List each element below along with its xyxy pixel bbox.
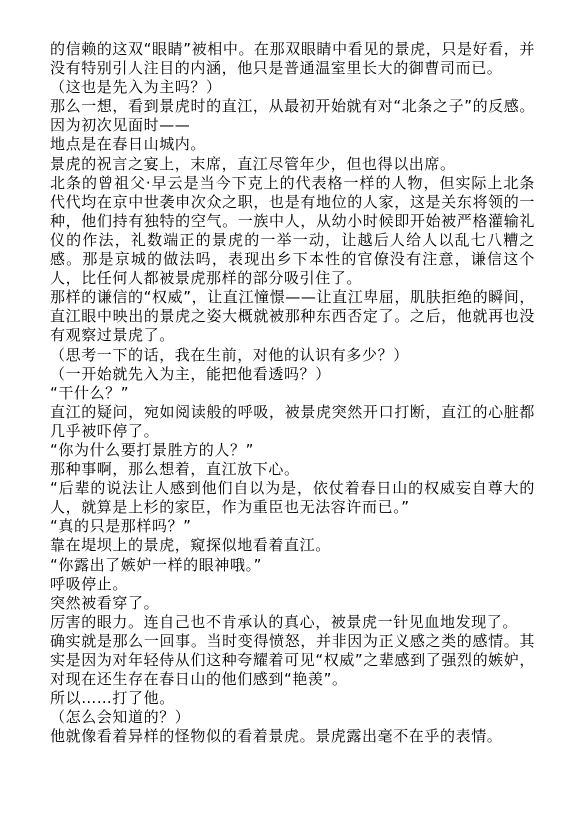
paragraph: 确实就是那么一回事。当时变得愤怒，并非因为正义感之类的感情。其实是因为对年轻侍从们这种夸耀着可见“权威”之辈感到了强烈的嫉妒，对现在还生存在春日山的他们感到“艳羡”。 bbox=[50, 631, 535, 689]
paragraph: 那么一想，看到景虎时的直江，从最初开始就有对“北条之子”的反感。因为初次见面时—— bbox=[50, 97, 535, 135]
paragraph: 的信赖的这双“眼睛”被相中。在那双眼睛中看见的景虎，只是好看，并没有特别引人注目的内涵，他只是普通温室里长大的御曹司而已。 bbox=[50, 40, 535, 78]
paragraph: 地点是在春日山城内。 bbox=[50, 135, 207, 154]
paragraph: 景虎的祝言之宴上，末席，直江尽管年少，但也得以出席。 bbox=[50, 154, 456, 173]
paragraph: 厉害的眼力。连自己也不肯承认的真心，被景虎一针见血地发现了。 bbox=[50, 612, 519, 631]
paragraph: （怎么会知道的？） bbox=[50, 708, 191, 727]
paragraph: “后辈的说法让人感到他们自以为是，依仗着春日山的权威妄自尊大的人，就算是上杉的家臣，作为重臣也无法容许而已。” bbox=[50, 479, 535, 517]
paragraph: 那样的谦信的“权威”，让直江憧憬——让直江卑屈，肌肤拒绝的瞬间，直江眼中映出的景虎之姿大概就被那种东西否定了。之后，他就再也没有观察过景虎了。 bbox=[50, 288, 535, 345]
paragraph: （思考一下的话，我在生前，对他的认识有多少？） bbox=[50, 345, 409, 364]
paragraph: （这也是先入为主吗？） bbox=[50, 78, 222, 97]
paragraph: 突然被看穿了。 bbox=[50, 593, 160, 612]
paragraph: “你露出了嫉妒一样的眼神哦。” bbox=[50, 555, 263, 574]
paragraph: 呼吸停止。 bbox=[50, 574, 129, 593]
paragraph: “真的只是那样吗？” bbox=[50, 517, 192, 536]
paragraph: 所以……打了他。 bbox=[50, 689, 175, 708]
paragraph: 北条的曾祖父·早云是当今下克上的代表格一样的人物，但实际上北条代代均在京中世袭申次众之职，也是有地位的人家，这是关东将领的一种，他们持有独特的空气。一族中人，从幼小时候即开始被严格灌输礼仪的作法，礼数端正的景虎的一举一动，让越后人给人以乱七八糟之感。那是京城的做法吗，表现出乡下本性的官僚没有注意，谦信这个人，比任何人都被景虎那样的部分吸引住了。 bbox=[50, 173, 535, 288]
paragraph: “你为什么要打景胜方的人？” bbox=[50, 440, 254, 459]
paragraph: 那种事啊，那么想着，直江放下心。 bbox=[50, 460, 300, 479]
paragraph: 直江的疑问，宛如阅读般的呼吸，被景虎突然开口打断，直江的心脏都几乎被吓停了。 bbox=[50, 402, 535, 440]
paragraph: 靠在堤坝上的景虎，窥探似地看着直江。 bbox=[50, 536, 331, 555]
paragraph: “干什么？” bbox=[50, 383, 130, 402]
paragraph: 他就像看着异样的怪物似的看着景虎。景虎露出毫不在乎的表情。 bbox=[50, 727, 503, 746]
paragraph: （一开始就先入为主，能把他看透吗？） bbox=[50, 364, 331, 383]
